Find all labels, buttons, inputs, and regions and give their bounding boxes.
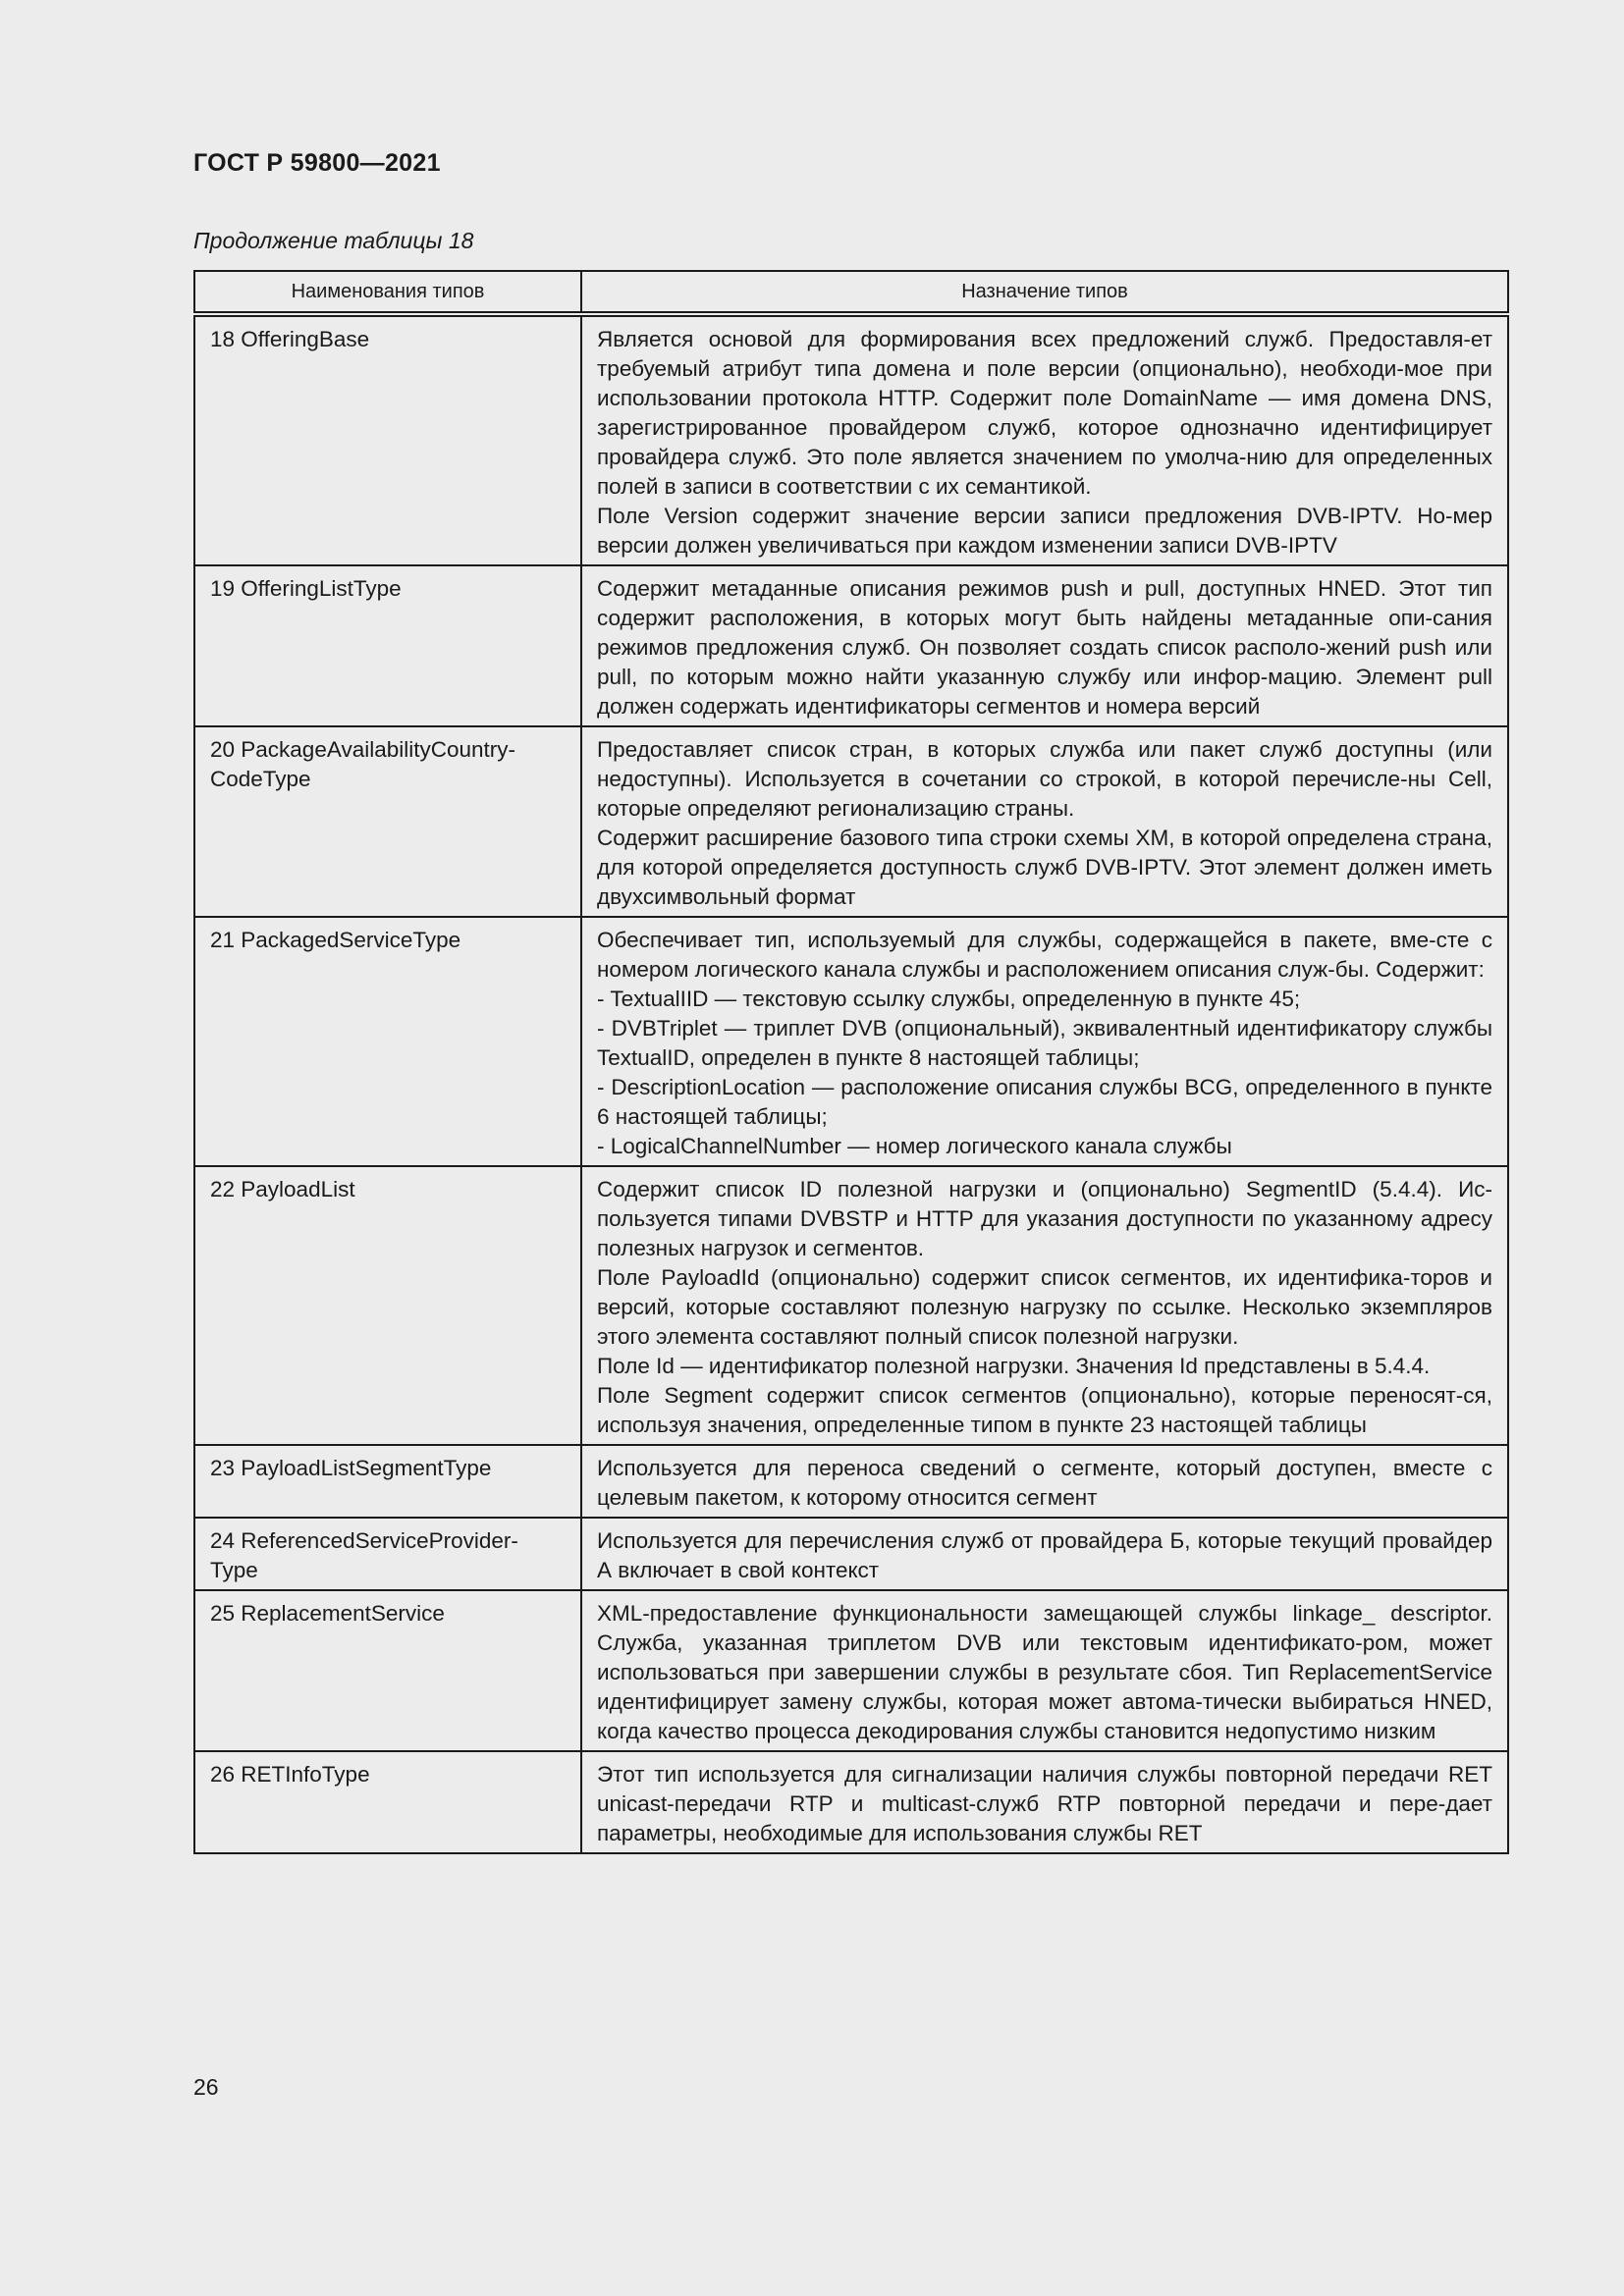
types-table xyxy=(193,270,1509,1854)
table-header-row xyxy=(194,271,1508,314)
description-paragraph: Предоставляет список стран, в которых служба или пакет служб доступны (или недоступны). Используется в сочетании со строкой, в которой перечисле-ны Cell, которые определяют регионализацию страны. xyxy=(597,737,1492,821)
table-row xyxy=(194,1166,1508,1445)
type-description-cell xyxy=(581,1518,1508,1590)
description-paragraph: Используется для переноса сведений о сегменте, который доступен, вместе с целевым пакетом, к которому относится сегмент xyxy=(597,1456,1492,1510)
description-paragraph: Обеспечивает тип, используемый для службы, содержащейся в пакете, вме-сте с номером логического канала службы и расположением описания служ-бы. Содержит: xyxy=(597,928,1492,982)
type-description-cell xyxy=(581,1751,1508,1853)
table-row xyxy=(194,1518,1508,1590)
description-list-item: - DescriptionLocation — расположение описания службы BCG, определенного в пункте 6 настоящей таблицы; xyxy=(597,1075,1492,1129)
type-description-cell xyxy=(581,726,1508,917)
type-name-cell: 19 OfferingListType xyxy=(194,565,581,726)
table-row xyxy=(194,314,1508,565)
column-header-type-names: Наименования типов xyxy=(194,271,581,314)
description-paragraph: XML-предоставление функциональности замещающей службы linkage_ descriptor. Служба, указанная триплетом DVB или текстовым идентификато-ром, может использоваться при завершении службы в результате сбоя. Тип ReplacementService идентифицирует замену службы, которая может автома-тически выбираться HNED, когда качество процесса декодирования службы становится недопустимо низким xyxy=(597,1601,1492,1743)
table-row xyxy=(194,917,1508,1166)
table-row xyxy=(194,1590,1508,1751)
table-continuation-caption: Продолжение таблицы 18 xyxy=(193,228,474,253)
type-name-cell: 23 PayloadListSegmentType xyxy=(194,1445,581,1518)
description-list-item: - TextualIID — текстовую ссылку службы, определенную в пункте 45; xyxy=(597,987,1301,1011)
description-paragraph: Этот тип используется для сигнализации наличия службы повторной передачи RET unicast-передачи RTP и multicast-служб RTP повторной передачи и пере-дает параметры, необходимые для использования службы RET xyxy=(597,1762,1492,1845)
description-list-item: - LogicalChannelNumber — номер логического канала службы xyxy=(597,1134,1232,1158)
column-header-type-purpose: Назначение типов xyxy=(581,271,1508,314)
table-row xyxy=(194,565,1508,726)
description-paragraph: Содержит расширение базового типа строки схемы XM, в которой определена страна, для которой определяется доступность служб DVB-IPTV. Этот элемент должен иметь двухсимвольный формат xyxy=(597,826,1492,909)
description-paragraph: Поле Version содержит значение версии записи предложения DVB-IPTV. Но-мер версии должен увеличиваться при каждом изменении записи DVB-IPTV xyxy=(597,504,1492,558)
description-list-item: - DVBTriplet — триплет DVB (опциональный), эквивалентный идентификатору службы TextualID, определен в пункте 8 настоящей таблицы; xyxy=(597,1016,1492,1070)
table-row xyxy=(194,1751,1508,1853)
type-description-cell xyxy=(581,917,1508,1166)
type-name-cell: 26 RETInfoType xyxy=(194,1751,581,1853)
description-paragraph: Является основой для формирования всех предложений служб. Предоставля-ет требуемый атрибут типа домена и поле версии (опционально), необходи-мое при использовании протокола HTTP. Содержит поле DomainName — имя домена DNS, зарегистрированное провайдером служб, которое однозначно идентифицирует провайдера служб. Это поле является значением по умолча-нию для определенных полей в записи в соответствии с их семантикой. xyxy=(597,327,1492,499)
type-name-cell: 22 PayloadList xyxy=(194,1166,581,1445)
type-description-cell xyxy=(581,1166,1508,1445)
table-row xyxy=(194,726,1508,917)
type-description-cell xyxy=(581,565,1508,726)
type-name-cell: 25 ReplacementService xyxy=(194,1590,581,1751)
description-paragraph: Поле PayloadId (опционально) содержит список сегментов, их идентифика-торов и версий, которые составляют полезную нагрузку по ссылке. Несколько экземпляров этого элемента составляют полный список полезной нагрузки. xyxy=(597,1265,1492,1349)
type-name-cell: 24 ReferencedServiceProvider-Type xyxy=(194,1518,581,1590)
page-number: 26 xyxy=(193,2074,219,2100)
description-paragraph: Поле Id — идентификатор полезной нагрузки. Значения Id представлены в 5.4.4. xyxy=(597,1354,1431,1378)
type-name-cell: 18 OfferingBase xyxy=(194,314,581,565)
description-paragraph: Содержит список ID полезной нагрузки и (опционально) SegmentID (5.4.4). Ис-пользуется типами DVBSTP и HTTP для указания доступности по указанному адресу полезных нагрузок и сегментов. xyxy=(597,1177,1492,1260)
table-row xyxy=(194,1445,1508,1518)
description-paragraph: Содержит метаданные описания режимов push и pull, доступных HNED. Этот тип содержит расположения, в которых могут быть найдены метаданные опи-сания режимов предложения служб. Он позволяет создать список располо-жений push или pull, по которым можно найти указанную службу или инфор-мацию. Элемент pull должен содержать идентификаторы сегментов и номера версий xyxy=(597,576,1492,719)
type-description-cell xyxy=(581,314,1508,565)
type-description-cell xyxy=(581,1445,1508,1518)
description-paragraph: Используется для перечисления служб от провайдера Б, которые текущий провайдер А включает в свой контекст xyxy=(597,1528,1492,1582)
document-standard-header: ГОСТ Р 59800—2021 xyxy=(193,149,441,177)
description-paragraph: Поле Segment содержит список сегментов (опционально), которые переносят-ся, используя значения, определенные типом в пункте 23 настоящей таблицы xyxy=(597,1383,1492,1437)
type-name-cell: 20 PackageAvailabilityCountry-CodeType xyxy=(194,726,581,917)
type-description-cell xyxy=(581,1590,1508,1751)
type-name-cell: 21 PackagedServiceType xyxy=(194,917,581,1166)
